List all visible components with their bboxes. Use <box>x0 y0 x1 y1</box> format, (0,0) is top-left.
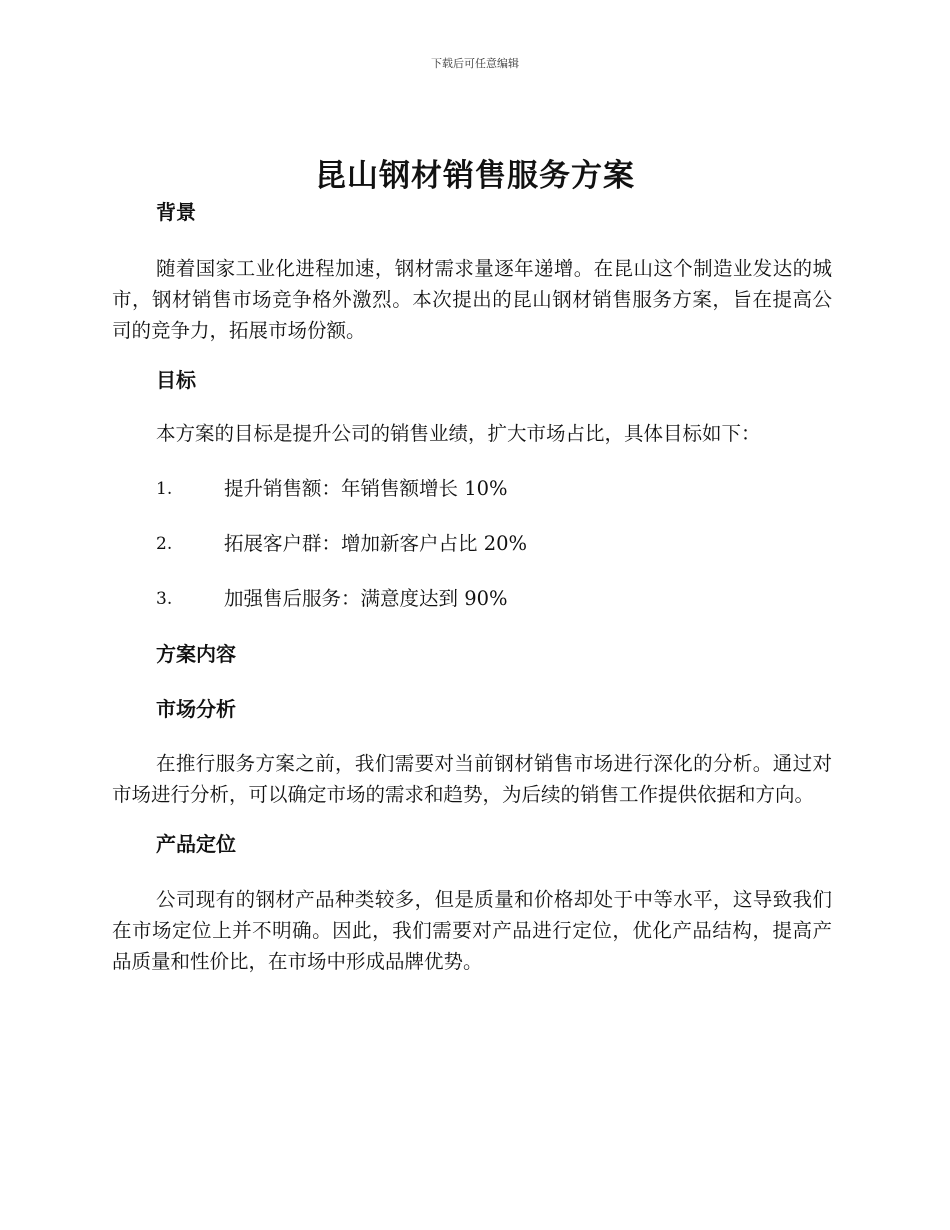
goal-number: 2. <box>156 534 173 554</box>
heading-background: 背景 <box>156 200 196 224</box>
header-note: 下载后可任意编辑 <box>431 57 519 70</box>
paragraph-positioning: 公司现有的钢材产品种类较多，但是质量和价格却处于中等水平，这导致我们在市场定位上并不明确。因此，我们需要对产品进行定位，优化产品结构，提高产品质量和性价比，在市场中形成品牌优势。 <box>112 888 832 973</box>
goal-text: 拓展客户群：增加新客户占比 20% <box>224 532 528 555</box>
goal-list-item <box>112 585 832 613</box>
heading-positioning: 产品定位 <box>156 832 236 856</box>
heading-goals: 目标 <box>156 368 196 392</box>
goal-text: 加强售后服务：满意度达到 90% <box>224 587 508 610</box>
goal-number: 1. <box>156 479 173 499</box>
goal-text: 提升销售额：年销售额增长 10% <box>224 477 508 500</box>
heading-plan: 方案内容 <box>156 642 236 666</box>
paragraph-goals-intro: 本方案的目标是提升公司的销售业绩，扩大市场占比，具体目标如下： <box>156 422 761 445</box>
paragraph-background: 随着国家工业化进程加速，钢材需求量逐年递增。在昆山这个制造业发达的城市，钢材销售市场竞争格外激烈。本次提出的昆山钢材销售服务方案，旨在提高公司的竞争力，拓展市场份额。 <box>112 257 832 342</box>
heading-market: 市场分析 <box>156 697 236 721</box>
goal-list-item <box>112 530 832 558</box>
document-body <box>112 198 832 977</box>
goal-list-item <box>112 475 832 503</box>
goal-number: 3. <box>156 589 173 609</box>
document-title: 昆山钢材销售服务方案 <box>315 158 635 194</box>
paragraph-market: 在推行服务方案之前，我们需要对当前钢材销售市场进行深化的分析。通过对市场进行分析，可以确定市场的需求和趋势，为后续的销售工作提供依据和方向。 <box>112 752 832 806</box>
